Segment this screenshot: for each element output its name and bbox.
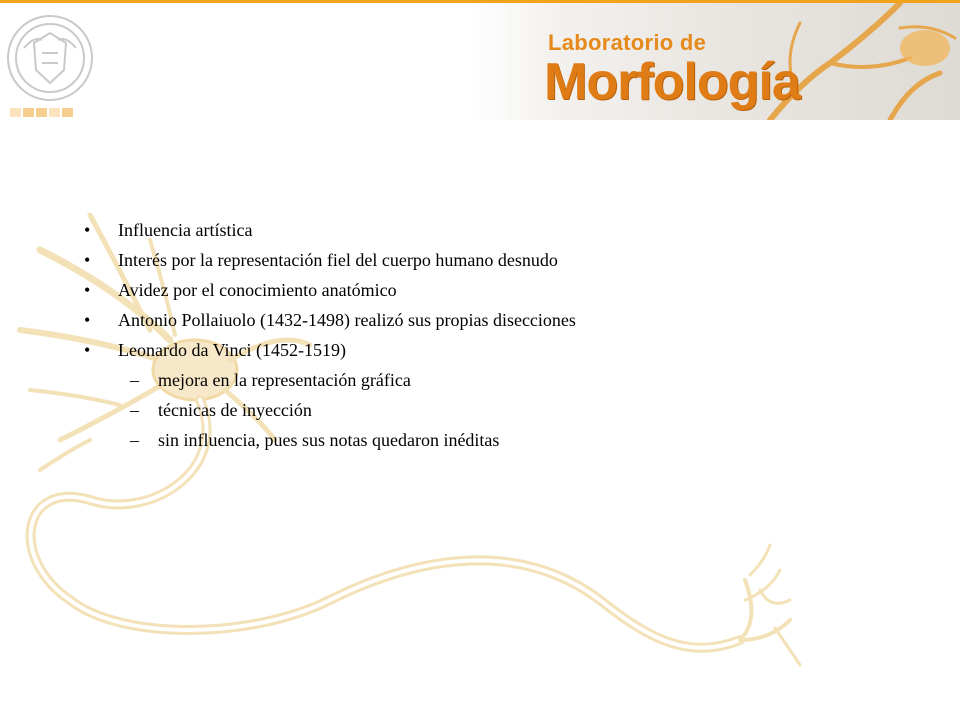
slide-content [84, 215, 904, 455]
sub-bullet-item [84, 395, 904, 425]
brand-subtitle: Laboratorio de [548, 30, 707, 55]
bullet-marker: • [84, 250, 91, 270]
sub-bullet-item [84, 425, 904, 455]
sub-bullet-text: técnicas de inyección [158, 400, 312, 420]
dash-marker: – [130, 430, 139, 450]
bullet-marker: • [84, 340, 91, 360]
bullet-text: Avidez por el conocimiento anatómico [118, 280, 397, 300]
header-banner [0, 0, 960, 120]
bullet-marker: • [84, 220, 91, 240]
bullet-text: Interés por la representación fiel del cuerpo humano desnudo [118, 250, 558, 270]
brand-title: Morfología [544, 53, 800, 111]
bullet-item [84, 275, 904, 305]
sub-bullet-text: mejora en la representación gráfica [158, 370, 411, 390]
bullet-marker: • [84, 310, 91, 330]
decorative-squares [10, 108, 73, 117]
sub-bullet-item [84, 365, 904, 395]
bullet-item [84, 305, 904, 335]
bullet-text: Leonardo da Vinci (1452-1519) [118, 340, 347, 360]
dash-marker: – [130, 370, 139, 390]
bullet-text: Influencia artística [118, 220, 253, 240]
bullet-item [84, 215, 904, 245]
sub-bullet-text: sin influencia, pues sus notas quedaron inéditas [158, 430, 500, 450]
dash-marker: – [130, 400, 139, 420]
university-seal-logo [4, 8, 96, 108]
bullet-item [84, 245, 904, 275]
bullet-text: Antonio Pollaiuolo (1432-1498) realizó sus propias disecciones [118, 310, 576, 330]
bullet-item [84, 335, 904, 365]
bullet-marker: • [84, 280, 91, 300]
